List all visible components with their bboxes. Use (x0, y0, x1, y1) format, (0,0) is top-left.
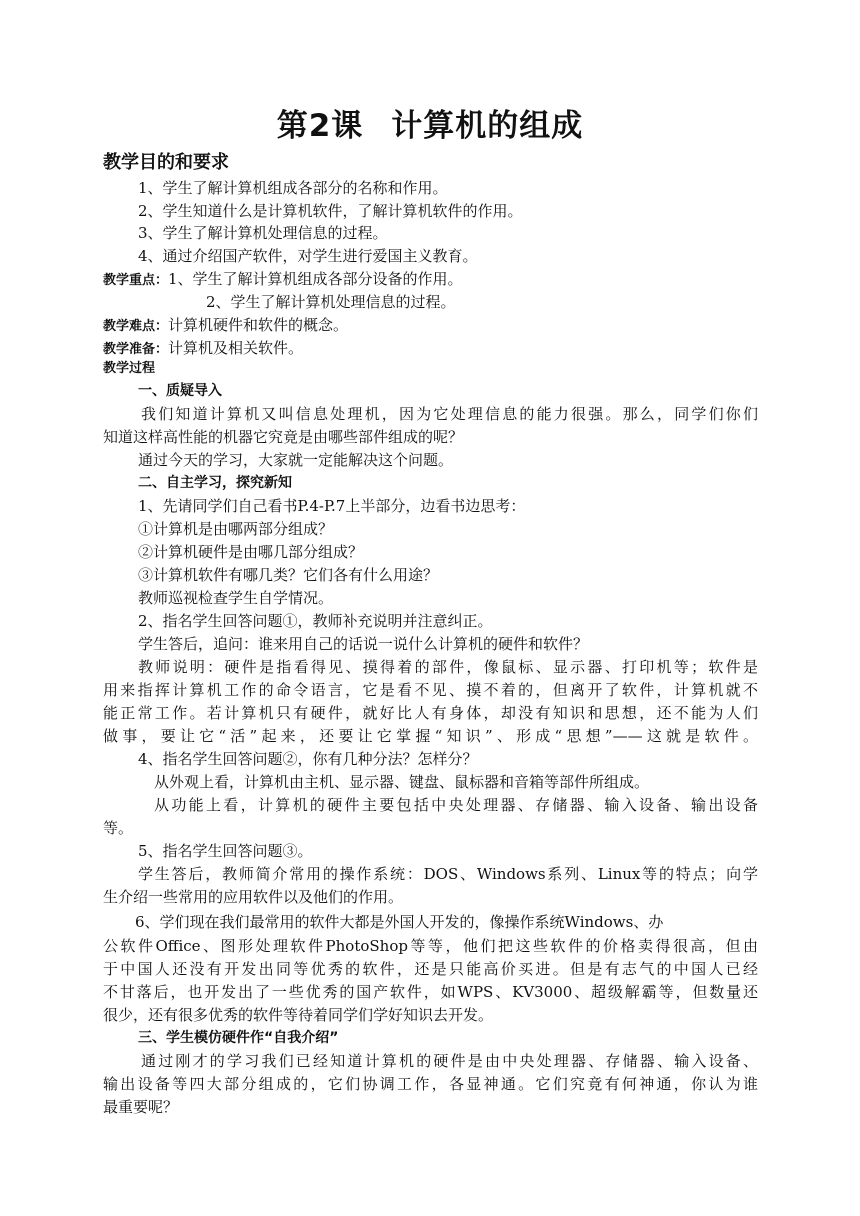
goals-heading: 教学目的和要求 (103, 152, 229, 173)
question-item: ②计算机硬件是由哪几部分组成？ (138, 543, 364, 561)
paragraph-line: 输出设备等四大部分组成的，它们协调工作，各显神通。它们究竟有何神通，你认为谁 (103, 1075, 758, 1093)
paragraph-line: 于中国人还没有开发出同等优秀的软件，还是只能高价买进。但是有志气的中国人已经 (103, 960, 758, 978)
paragraph-line: 很少，还有很多优秀的软件等待着同学们学好知识去开发。 (103, 1006, 494, 1024)
preparation-text: 计算机及相关软件。 (168, 339, 304, 357)
paragraph-line: 用来指挥计算机工作的命令语言，它是看不见、摸不着的，但离开了软件，计算机就不 (103, 681, 758, 699)
paragraph-line: 通过刚才的学习我们已经知道计算机的硬件是由中央处理器、存储器、输入设备、 (141, 1052, 758, 1070)
question-item: ③计算机软件有哪几类？它们各有什么用途？ (138, 566, 439, 584)
paragraph-line: 公软件Office、图形处理软件PhotoShop等等，他们把这些软件的价格卖得很高，但由 (103, 937, 758, 955)
difficulty-text: 计算机硬件和软件的概念。 (168, 316, 349, 334)
goal-item: 4、通过介绍国产软件，对学生进行爱国主义教育。 (138, 247, 478, 265)
section-heading: 三、学生模仿硬件作“自我介绍” (138, 1030, 339, 1046)
key-points-line (103, 268, 463, 292)
paragraph-line: 等。 (103, 819, 134, 837)
paragraph-line: 学生答后，教师简介常用的操作系统：DOS、Windows系列、Linux等的特点；向学 (138, 865, 758, 883)
difficulty-line (103, 314, 348, 338)
paragraph-line: 生介绍一些常用的应用软件以及他们的作用。 (103, 888, 404, 906)
section-heading: 二、自主学习，探究新知 (138, 475, 292, 491)
paragraph-line: 5、指名学生回答问题③。 (138, 842, 313, 860)
paragraph-line: 学生答后，追问：谁来用自己的话说一说什么计算机的硬件和软件？ (138, 635, 589, 653)
paragraph-line: 不甘落后，也开发出了一些优秀的国产软件，如WPS、KV3000、超级解霸等，但数量还 (103, 983, 758, 1001)
paragraph-line: 1、先请同学们自己看书P.4-P.7上半部分，边看书边思考： (138, 497, 526, 515)
section-heading: 一、质疑导入 (138, 383, 222, 399)
paragraph-line: 6、学们现在我们最常用的软件大都是外国人开发的，像操作系统Windows、办 (135, 913, 664, 931)
key-points-item: 1、学生了解计算机组成各部分设备的作用。 (168, 270, 463, 288)
title-topic: 计算机的组成 (391, 108, 584, 144)
question-item: ①计算机是由哪两部分组成？ (138, 520, 334, 538)
paragraph-line: 从功能上看，计算机的硬件主要包括中央处理器、存储器、输入设备、输出设备 (154, 796, 758, 814)
preparation-label: 教学准备： (103, 342, 169, 357)
key-points-label: 教学重点： (103, 273, 169, 288)
paragraph-line: 教师说明：硬件是指看得见、摸得着的部件，像鼠标、显示器、打印机等；软件是 (138, 658, 758, 676)
goal-item: 3、学生了解计算机处理信息的过程。 (138, 224, 388, 242)
paragraph-line: 知道这样高性能的机器它究竟是由哪些部件组成的呢？ (103, 428, 464, 446)
paragraph-line: 教师巡视检查学生自学情况。 (138, 589, 334, 607)
paragraph-line: 最重要呢？ (103, 1098, 179, 1116)
key-points-item: 2、学生了解计算机处理信息的过程。 (206, 293, 456, 311)
paragraph-line: 2、指名学生回答问题①，教师补充说明并注意纠正。 (138, 612, 493, 630)
goal-item: 1、学生了解计算机组成各部分的名称和作用。 (138, 179, 448, 197)
paragraph-line: 我们知道计算机又叫信息处理机，因为它处理信息的能力很强。那么，同学们你们 (141, 405, 758, 423)
goal-item: 2、学生知道什么是计算机软件，了解计算机软件的作用。 (138, 202, 523, 220)
title-lesson-number: 第2课 (276, 108, 364, 144)
paragraph-line: 从外观上看，计算机由主机、显示器、键盘、鼠标器和音箱等部件所组成。 (154, 773, 650, 791)
difficulty-label: 教学难点： (103, 319, 169, 334)
process-heading: 教学过程 (103, 361, 156, 376)
page-title (0, 104, 860, 148)
paragraph-line: 能正常工作。若计算机只有硬件，就好比人有身体，却没有知识和思想，还不能为人们 (103, 704, 758, 722)
paragraph-line: 4、指名学生回答问题②，你有几种分法？怎样分？ (138, 750, 478, 768)
paragraph-line: 通过今天的学习，大家就一定能解决这个问题。 (138, 451, 454, 469)
paragraph-line: 做事，要让它“活”起来，还要让它掌握“知识”、形成“思想”——这就是软件。 (103, 727, 758, 745)
